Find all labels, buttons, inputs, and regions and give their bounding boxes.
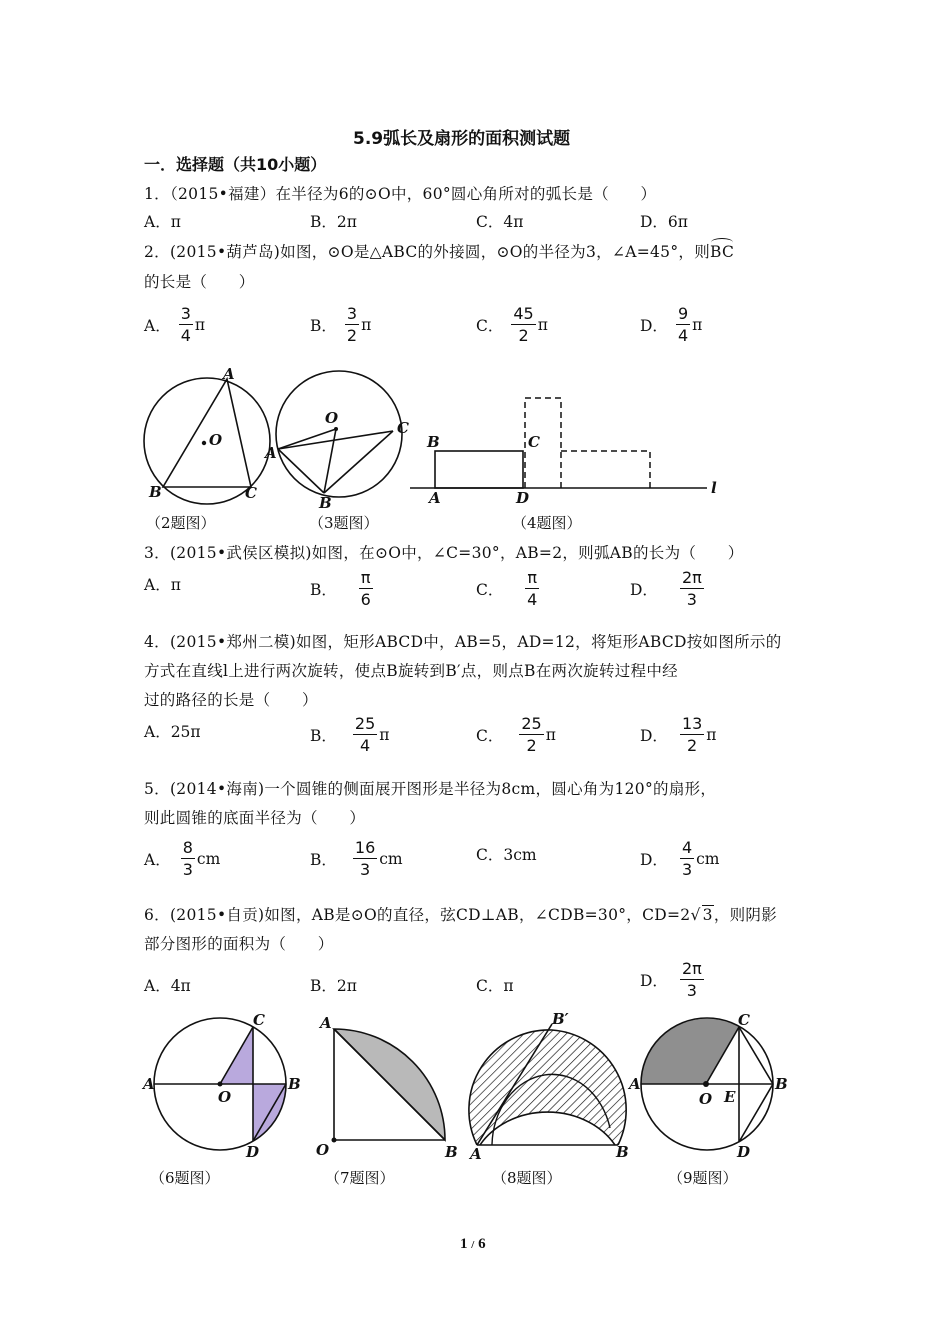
fig6-label-d: D xyxy=(246,1143,260,1161)
page-sep: / xyxy=(471,1239,475,1251)
fig6-label-o: O xyxy=(218,1088,232,1106)
denominator: 3 xyxy=(686,590,697,609)
caption-fig9: （9题图） xyxy=(668,1169,738,1187)
fig9-label-e: E xyxy=(724,1088,736,1106)
q3-option-a[interactable]: A．π xyxy=(144,576,181,594)
q2-stem-a: 2．(2015•葫芦岛)如图，⊙O是△ABC的外接圆，⊙O的半径为3，∠A=45°，则 xyxy=(144,243,710,261)
opt-label: C． xyxy=(476,581,504,599)
figure-2 xyxy=(144,365,270,504)
opt-label: D． xyxy=(640,972,668,990)
numerator: 3 xyxy=(346,304,358,323)
q4-option-d[interactable] xyxy=(640,716,716,754)
numerator: π xyxy=(360,568,371,587)
q6-option-b[interactable]: B．2π xyxy=(310,977,357,995)
fig9-label-d: D xyxy=(737,1143,751,1161)
opt-label: B． xyxy=(310,851,337,869)
page-number xyxy=(460,1236,486,1253)
q4-option-c[interactable] xyxy=(476,716,556,754)
fig6-label-a: A xyxy=(143,1075,155,1093)
fig2-label-o: O xyxy=(209,431,223,449)
opt-suffix: cm xyxy=(696,850,720,868)
fraction xyxy=(519,716,543,754)
opt-label: C． xyxy=(476,727,504,745)
denominator: 2 xyxy=(687,736,698,755)
numerator: 45 xyxy=(513,304,534,323)
fig7-label-b: B xyxy=(445,1143,458,1161)
fig3-label-o: O xyxy=(325,409,339,427)
q4-line1: 4．(2015•郑州二模)如图，矩形ABCD中，AB=5，AD=12，将矩形ABCD按如图所示的 xyxy=(144,633,782,651)
numerator: 2π xyxy=(681,959,702,978)
figure-4 xyxy=(410,398,717,507)
denominator: 4 xyxy=(180,326,191,345)
q6-option-d[interactable] xyxy=(640,961,706,999)
denominator: 6 xyxy=(360,590,371,609)
q6-option-a[interactable]: A．4π xyxy=(144,977,191,995)
opt-suffix: π xyxy=(545,726,556,744)
q6-line2: 部分图形的面积为（ ） xyxy=(144,935,334,953)
opt-label: D． xyxy=(640,317,668,335)
fig9-label-o: O xyxy=(699,1090,713,1108)
opt-label: C． xyxy=(476,317,504,335)
fig8-label-bprime: B′ xyxy=(552,1010,569,1028)
fraction xyxy=(525,570,539,608)
q6-stem-b: ，则阴影 xyxy=(713,906,778,924)
opt-suffix: π xyxy=(692,316,703,334)
q5-line1: 5．(2014•海南)一个圆锥的侧面展开图形是半径为8cm，圆心角为120°的扇形， xyxy=(144,780,717,798)
numerator: 2π xyxy=(681,568,702,587)
caption-fig8: （8题图） xyxy=(492,1169,562,1187)
fig6-label-c: C xyxy=(253,1011,265,1029)
q2-stem-line1 xyxy=(144,240,734,262)
numerator: 13 xyxy=(681,714,703,733)
denominator: 4 xyxy=(359,736,371,755)
q1-option-a[interactable]: A．π xyxy=(144,213,181,231)
denominator: 2 xyxy=(346,326,358,345)
opt-label: D． xyxy=(630,581,658,599)
fig3-label-c: C xyxy=(397,419,409,437)
q2-arc-bc: BC xyxy=(710,243,735,261)
numerator: 25 xyxy=(354,714,376,733)
fig3-label-b: B xyxy=(319,494,332,510)
opt-suffix: π xyxy=(379,726,390,744)
fig8-label-b: B xyxy=(616,1143,629,1161)
denominator: 3 xyxy=(681,860,693,879)
denominator: 4 xyxy=(527,590,538,609)
figure-3 xyxy=(263,371,409,510)
q1-option-b[interactable]: B．2π xyxy=(310,213,357,231)
fig3-label-a: A xyxy=(265,444,277,462)
q6-coef: 2 xyxy=(680,906,691,924)
opt-label: D． xyxy=(640,727,668,745)
fig9-label-a: A xyxy=(629,1075,641,1093)
opt-label: D． xyxy=(640,851,668,869)
q3-stem: 3．(2015•武侯区模拟)如图，在⊙O中，∠C=30°，AB=2，则弧AB的长为（ ） xyxy=(144,544,744,562)
numerator: 9 xyxy=(677,304,689,323)
fraction xyxy=(353,840,377,878)
page-current: 1 xyxy=(460,1236,468,1252)
q2-option-b[interactable] xyxy=(310,306,371,344)
q1-option-c[interactable]: C．4π xyxy=(476,213,524,231)
q6-stem-a: 6．(2015•自贡)如图，AB是⊙O的直径，弦CD⊥AB，∠CDB=30°，CD= xyxy=(144,906,681,924)
fig9-label-c: C xyxy=(738,1011,750,1029)
denominator: 4 xyxy=(677,326,689,345)
opt-suffix: cm xyxy=(379,850,403,868)
opt-label: B． xyxy=(310,581,337,599)
q1-stem: 1．（2015•福建）在半径为6的⊙O中，60°圆心角所对的弧长是（ ） xyxy=(144,185,657,203)
q5-option-c[interactable]: C．3cm xyxy=(476,846,537,864)
fig2-label-b: B xyxy=(149,483,162,501)
q1-option-d[interactable]: D．6π xyxy=(640,213,688,231)
denominator: 3 xyxy=(182,860,193,879)
q5-option-b[interactable] xyxy=(310,840,403,878)
fraction xyxy=(359,570,373,608)
fraction xyxy=(181,840,195,878)
q3-option-d[interactable] xyxy=(630,570,706,608)
q4-option-b[interactable] xyxy=(310,716,389,754)
fraction xyxy=(680,716,704,754)
opt-suffix: π xyxy=(361,316,372,334)
q6-radicand: 3 xyxy=(702,906,713,924)
opt-label: A． xyxy=(144,851,171,869)
figure-6 xyxy=(141,1011,301,1161)
numerator: 8 xyxy=(182,838,193,857)
q2-option-c[interactable] xyxy=(476,306,548,344)
figures-row2 xyxy=(140,1010,820,1170)
figures-row1 xyxy=(135,365,735,510)
fraction xyxy=(511,306,535,344)
caption-fig4: （4题图） xyxy=(512,514,582,532)
figure-7 xyxy=(316,1014,458,1161)
figure-9 xyxy=(627,1011,788,1161)
fig4-label-l: l xyxy=(711,479,717,497)
fraction xyxy=(680,961,704,999)
numerator: 3 xyxy=(180,304,191,323)
opt-label: B． xyxy=(310,317,337,335)
fraction xyxy=(179,306,193,344)
figure-8 xyxy=(468,1010,629,1163)
q5-option-a[interactable] xyxy=(144,840,220,878)
fig6-label-b: B xyxy=(288,1075,301,1093)
fig2-label-a: A xyxy=(223,365,235,383)
numerator: π xyxy=(527,568,538,587)
opt-label: A． xyxy=(144,317,171,335)
opt-suffix: π xyxy=(537,316,548,334)
q4-line3: 过的路径的长是（ ） xyxy=(144,691,318,709)
denominator: 3 xyxy=(686,981,697,1000)
fig4-label-c: C xyxy=(528,433,540,451)
fraction xyxy=(345,306,359,344)
q6-option-c[interactable]: C．π xyxy=(476,977,514,995)
fig9-label-b: B xyxy=(775,1075,788,1093)
opt-suffix: π xyxy=(706,726,717,744)
q2-stem-b: 的长是（ ） xyxy=(144,273,255,291)
denominator: 2 xyxy=(518,326,529,345)
denominator: 2 xyxy=(526,736,537,755)
fig4-label-d: D xyxy=(516,489,530,507)
q3-option-c[interactable] xyxy=(476,570,541,608)
q3-option-b[interactable] xyxy=(310,570,375,608)
caption-fig2: （2题图） xyxy=(146,514,216,532)
q5-line2: 则此圆锥的底面半径为（ ） xyxy=(144,809,366,827)
numerator: 16 xyxy=(354,838,376,857)
opt-suffix: cm xyxy=(196,850,221,868)
q4-line2: 方式在直线l上进行两次旋转，使点B旋转到B′点，则点B在两次旋转过程中经 xyxy=(144,662,678,680)
caption-fig3: （3题图） xyxy=(309,514,379,532)
denominator: 3 xyxy=(359,860,371,879)
fraction xyxy=(353,716,377,754)
opt-label: B． xyxy=(310,727,337,745)
q6-line1: 6．(2015•自贡)如图，AB是⊙O的直径，弦CD⊥AB，∠CDB=30°，CD=2√ 3，则阴影 xyxy=(144,906,778,924)
section-heading: 一．选择题（共10小题） xyxy=(144,155,327,174)
caption-fig7: （7题图） xyxy=(325,1169,395,1187)
fraction xyxy=(680,840,694,878)
q2-option-a[interactable] xyxy=(144,306,205,344)
q4-option-a[interactable]: A．25π xyxy=(144,723,201,741)
fig7-label-o: O xyxy=(316,1141,330,1159)
page-total: 6 xyxy=(478,1236,486,1252)
fig7-label-a: A xyxy=(320,1014,332,1032)
page-title: 5.9弧长及扇形的面积测试题 xyxy=(353,129,571,149)
fraction xyxy=(680,570,704,608)
fraction xyxy=(676,306,690,344)
caption-fig6: （6题图） xyxy=(150,1169,220,1187)
numerator: 25 xyxy=(521,714,542,733)
fig4-label-b: B xyxy=(427,433,440,451)
numerator: 4 xyxy=(681,838,693,857)
opt-suffix: π xyxy=(194,316,206,334)
q2-option-d[interactable] xyxy=(640,306,702,344)
fig8-label-a: A xyxy=(470,1145,482,1163)
q5-option-d[interactable] xyxy=(640,840,720,878)
fig4-label-a: A xyxy=(429,489,441,507)
fig2-label-c: C xyxy=(245,484,257,502)
